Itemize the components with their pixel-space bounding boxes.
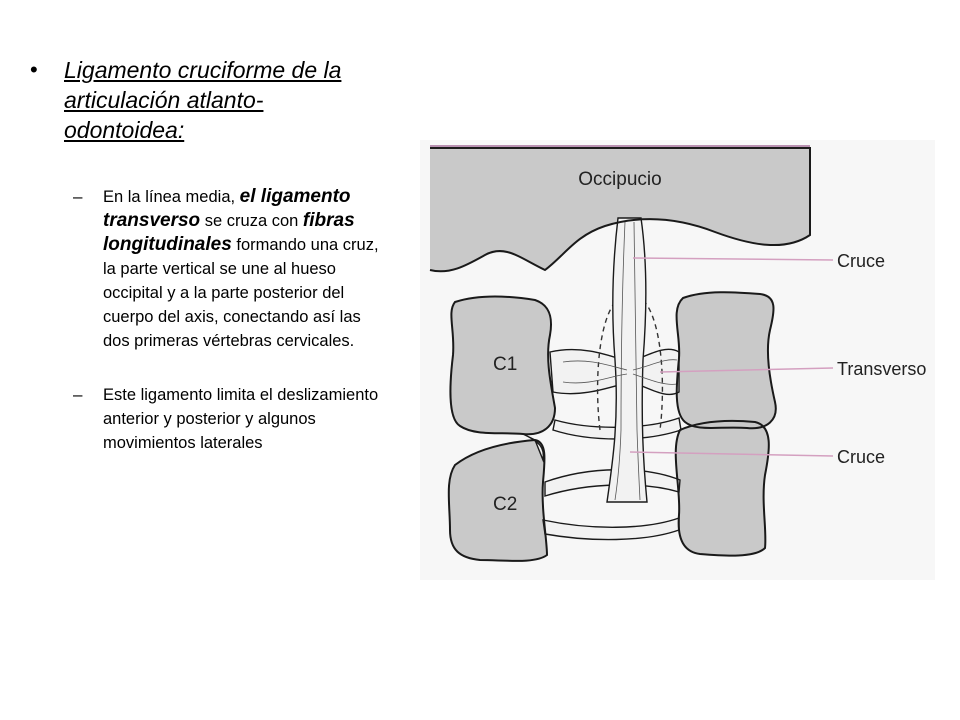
sub-item-1: [73, 185, 403, 353]
c2-right-mass: [676, 421, 769, 556]
dash-symbol: –: [73, 385, 83, 404]
cruciform-ligament-figure: [415, 130, 940, 590]
bullet-symbol: •: [30, 57, 38, 82]
anatomy-diagram: [415, 130, 940, 590]
heading-line-1: Ligamento cruciforme de la: [64, 57, 342, 83]
emph-transverso: el ligamento transverso: [103, 186, 351, 231]
label-cruce-bottom: Cruce: [837, 447, 886, 467]
dash-symbol: –: [73, 187, 83, 206]
sub-item-2-text: Este ligamento limita el deslizamiento anterior y posterior y algunos movimientos laterales: [103, 386, 379, 452]
main-bullet: [28, 55, 403, 145]
label-cruce-top: Cruce: [837, 251, 886, 271]
label-occipucio: Occipucio: [578, 169, 662, 190]
heading: [64, 55, 341, 145]
emph-fibras: fibras longitudinales: [103, 210, 355, 255]
label-c1: C1: [493, 354, 518, 375]
label-c2: C2: [493, 494, 518, 515]
text-part-3: formando una cruz, la parte vertical se une al hueso occipital y a la parte posterior del cuerpo del axis, conectando así las dos primeras vértebras cervicales.: [103, 236, 379, 350]
text-part-1: En la línea media,: [103, 188, 240, 206]
heading-line-2: articulación atlanto-: [64, 87, 264, 113]
sub-item-1-text: [103, 185, 388, 353]
heading-line-3: odontoidea:: [64, 117, 185, 143]
label-transverso: Transverso: [837, 359, 927, 379]
sub-item-2: [73, 383, 403, 455]
text-area: [28, 55, 403, 455]
c1-right-mass: [677, 292, 776, 428]
text-part-2: se cruza con: [200, 212, 303, 230]
